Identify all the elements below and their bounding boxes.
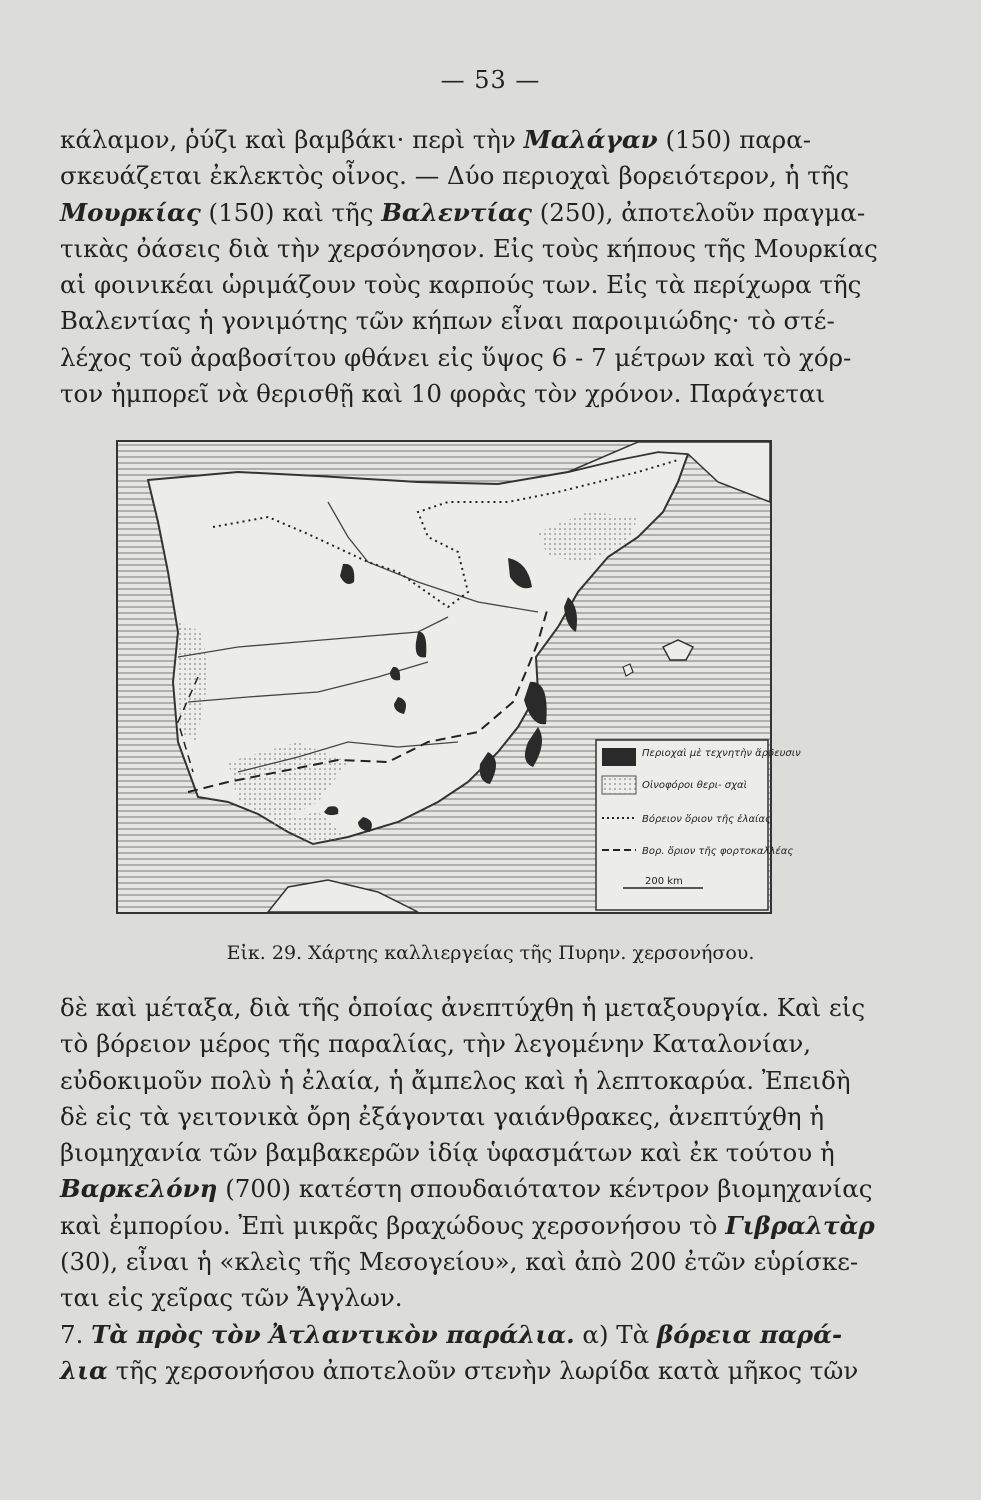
text-line: αἱ φοινικέαι ὡριμάζουν τοὺς καρπούς των. Εἰς τὰ περίχωρα τῆς	[60, 270, 862, 300]
emphasized-term: Μουρκίας	[60, 197, 201, 227]
page-number: — 53 —	[440, 66, 541, 94]
map-figure	[116, 440, 801, 914]
text-line: εὐδοκιμοῦν πολὺ ἡ ἐλαία, ἡ ἄμπελος καὶ ἡ λεπτοκαρύα. Ἐπειδὴ	[60, 1065, 851, 1095]
legend-vineyard-label: Οἰνοφόροι θερι- σχαὶ	[642, 780, 747, 791]
paragraph-bottom	[60, 990, 940, 1389]
text-line: καὶ ἐμπορίου. Ἐπὶ μικρᾶς βραχώδους χερσονήσου τὸ Γιβραλτὰρ	[60, 1210, 875, 1240]
legend-vineyard-swatch	[602, 776, 636, 794]
text-line: 7. Τὰ πρὸς τὸν Ἀτλαντικὸν παράλια. α) Τὰ βόρεια παρά-	[60, 1319, 843, 1349]
text-line: τὸ βόρειον μέρος τῆς παραλίας, τὴν λεγομένην Καταλονίαν,	[60, 1029, 812, 1059]
text-line: (30), εἶναι ἡ «κλεὶς τῆς Μεσογείου», καὶ ἀπὸ 200 ἐτῶν εὑρίσκε-	[60, 1247, 859, 1277]
legend-orange-label: Βορ. ὅριον τῆς φορτοκαλλέας	[642, 846, 794, 857]
text-line: Βαλεντίας ἡ γονιμότης τῶν κήπων εἶναι παροιμιώδης· τὸ στέ-	[60, 306, 835, 336]
text-line: ται εἰς χεῖρας τῶν Ἄγγλων.	[60, 1283, 403, 1313]
text-line: σκευάζεται ἐκλεκτὸς οἶνος. — Δύο περιοχαὶ βορειότερον, ἡ τῆς	[60, 161, 850, 191]
map-legend	[596, 740, 801, 910]
figure-caption: Εἰκ. 29. Χάρτης καλλιεργείας τῆς Πυρην. χερσονήσου.	[226, 942, 755, 964]
emphasized-term: Μαλάγαν	[523, 125, 658, 154]
legend-irrigated-label: Περιοχαὶ μὲ τεχνητὴν ἄρδευσιν	[642, 748, 801, 759]
text-line: βιομηχανία τῶν βαμβακερῶν ἰδίᾳ ὑφασμάτων καὶ ἐκ τούτου ἡ	[60, 1138, 835, 1168]
text-line: τον ἠμπορεῖ νὰ θερισθῇ καὶ 10 φορὰς τὸν χρόνον. Παράγεται	[60, 379, 826, 409]
emphasized-term: Γιβραλτὰρ	[725, 1210, 875, 1240]
emphasized-term: λια	[60, 1355, 108, 1385]
emphasized-term: Βαρκελόνη	[60, 1174, 218, 1204]
iberia-map	[118, 442, 801, 912]
emphasized-term: Τὰ πρὸς τὸν Ἀτλαντικὸν παράλια.	[91, 1319, 575, 1349]
text-line: λια τῆς χερσονήσου ἀποτελοῦν στενὴν λωρίδα κατὰ μῆκος τῶν	[60, 1355, 859, 1385]
legend-irrigated-swatch	[602, 748, 636, 766]
text-line: δὲ εἰς τὰ γειτονικὰ ὄρη ἐξάγονται γαιάνθρακες, ἀνεπτύχθη ἡ	[60, 1101, 825, 1131]
text-line: λέχος τοῦ ἀραβοσίτου φθάνει εἰς ὕψος 6 - 7 μέτρων καὶ τὸ χόρ-	[60, 342, 852, 372]
legend-olive-label: Βόρειον ὅριον τῆς ἐλαίας	[642, 814, 771, 825]
text-line: κάλαμον, ῥύζι καὶ βαμβάκι· περὶ τὴν Μαλάγαν (150) παρα-	[60, 125, 812, 154]
emphasized-term: βόρεια παρά-	[656, 1319, 843, 1349]
paragraph-top	[60, 122, 940, 412]
text-line: τικὰς ὀάσεις διὰ τὴν χερσόνησον. Εἰς τοὺς κήπους τῆς Μουρκίας	[60, 233, 878, 263]
text-line: Βαρκελόνη (700) κατέστη σπουδαιότατον κέντρον βιομηχανίας	[60, 1174, 873, 1204]
emphasized-term: Βαλεντίας	[381, 197, 532, 227]
legend-scale-label: 200 km	[645, 876, 683, 887]
text-line: Μουρκίας (150) καὶ τῆς Βαλεντίας (250), ἀποτελοῦν πραγμα-	[60, 197, 866, 227]
text-line: δὲ καὶ μέταξα, διὰ τῆς ὁποίας ἀνεπτύχθη ἡ μεταξουργία. Καὶ εἰς	[60, 993, 866, 1022]
